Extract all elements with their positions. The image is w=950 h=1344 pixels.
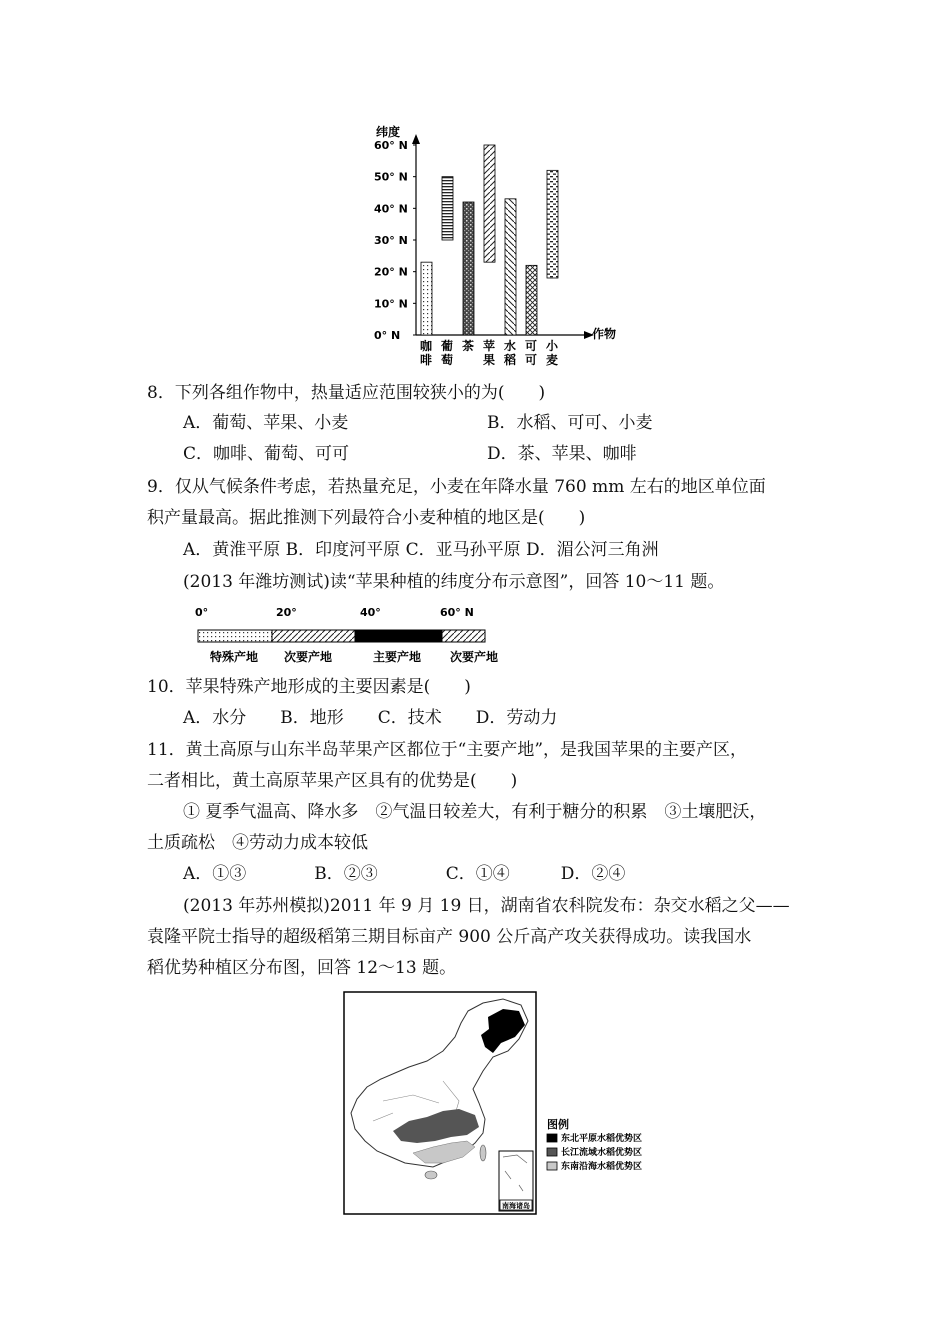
category-label: 茶 [462,339,475,353]
strip-label-special: 特殊产地 [210,650,259,664]
category-label: 萄 [441,353,454,367]
bar-葡萄 [442,177,453,240]
category-label: 咖 [420,339,433,353]
intro-12-13-line2: 袁隆平院士指导的超级稻第三期目标亩产 900 公斤高产攻关获得成功。读我国水 [147,927,752,947]
y-tick-label: 0° N [374,329,401,342]
inset-label: 南海诸岛 [502,1202,530,1210]
apple-latitude-strip [190,603,520,668]
strip-secondary-2 [442,630,485,642]
bar-可可 [526,265,537,335]
q8-option-a: A．葡萄、苹果、小麦 [183,413,349,433]
q11-line4: 土质疏松 ④劳动力成本较低 [147,833,368,853]
category-label: 可 [525,353,538,367]
q9-options: A．黄淮平原 B．印度河平原 C．亚马孙平原 D．湄公河三角洲 [183,540,659,560]
taiwan-island [480,1145,486,1161]
legend-northeast: 东北平原水稻优势区 [561,1134,643,1144]
q8-option-c: C．咖啡、葡萄、可可 [183,444,350,464]
category-label: 啡 [420,353,433,367]
y-tick-label: 50° N [374,170,408,184]
category-label: 可 [525,339,538,353]
y-axis-label: 纬度 [376,125,401,139]
q11-line2: 二者相比，黄土高原苹果产区具有的优势是( ) [147,771,518,791]
category-label: 葡 [441,339,454,353]
x-axis-label: 作物 [592,327,617,341]
bar-咖啡 [421,262,432,335]
intro-12-13-line3: 稻优势种植区分布图，回答 12～13 题。 [147,958,457,978]
bar-茶 [463,202,474,335]
category-label: 小 [546,339,559,353]
crop-latitude-chart [370,120,630,375]
intro-10-11: (2013 年潍坊测试)读“苹果种植的纬度分布示意图”，回答 10～11 题。 [183,572,725,592]
intro-12-13-line1: (2013 年苏州模拟)2011 年 9 月 19 日，湖南省农科院发布：杂交水稻之父—— [183,896,790,916]
y-tick-label: 10° N [374,297,408,311]
q8-option-d: D．茶、苹果、咖啡 [487,444,637,464]
legend-yangtze: 长江流域水稻优势区 [561,1148,643,1158]
q8-option-b: B．水稻、可可、小麦 [487,413,653,433]
y-tick-label: 20° N [374,265,408,279]
q11-line1: 11．黄土高原与山东半岛苹果产区都位于“主要产地”，是我国苹果的主要产区， [147,740,748,760]
y-tick-label: 60° N [374,139,408,152]
q9-line2: 积产量最高。据此推测下列最符合小麦种植的地区是( ) [147,508,586,528]
y-axis-arrow [412,134,420,144]
y-tick-label: 40° N [374,202,408,216]
strip-tick-20: 20° [276,606,297,619]
strip-label-main: 主要产地 [373,650,422,664]
legend-title: 图例 [547,1118,569,1131]
category-label: 麦 [546,353,559,367]
category-label: 苹 [483,339,496,353]
legend-swatch-southeast [547,1162,557,1170]
bar-苹果 [484,145,495,262]
q9-line1: 9．仅从气候条件考虑，若热量充足，小麦在年降水量 760 mm 左右的地区单位面 [147,477,766,497]
strip-secondary-1 [272,630,355,642]
category-label: 水 [504,339,517,353]
strip-tick-40: 40° [360,606,381,619]
q10-stem: 10．苹果特殊产地形成的主要因素是( ) [147,677,471,697]
bar-小麦 [547,170,558,278]
strip-label-secondary-1: 次要产地 [284,650,333,664]
legend-swatch-northeast [547,1134,557,1142]
category-label: 果 [483,353,496,367]
legend-swatch-yangtze [547,1148,557,1156]
y-tick-label: 30° N [374,234,408,247]
strip-main [355,630,442,642]
strip-label-secondary-2: 次要产地 [450,650,499,664]
q11-line3: ① 夏季气温高、降水多 ②气温日较差大，有利于糖分的积累 ③土壤肥沃， [183,802,767,822]
q10-options: A．水分 B．地形 C．技术 D．劳动力 [183,708,558,728]
q8-stem: 8．下列各组作物中，热量适应范围较狭小的为( ) [147,383,546,403]
hainan-island [425,1171,437,1179]
strip-tick-60: 60° N [440,606,474,619]
china-rice-map [343,991,653,1216]
legend-southeast: 东南沿海水稻优势区 [561,1162,643,1172]
strip-tick-0: 0° [195,606,209,619]
q11-options: A．①③ B．②③ C．①④ D．②④ [183,864,626,884]
strip-special [198,630,272,642]
category-label: 稻 [504,353,517,367]
bar-水稻 [505,199,516,335]
